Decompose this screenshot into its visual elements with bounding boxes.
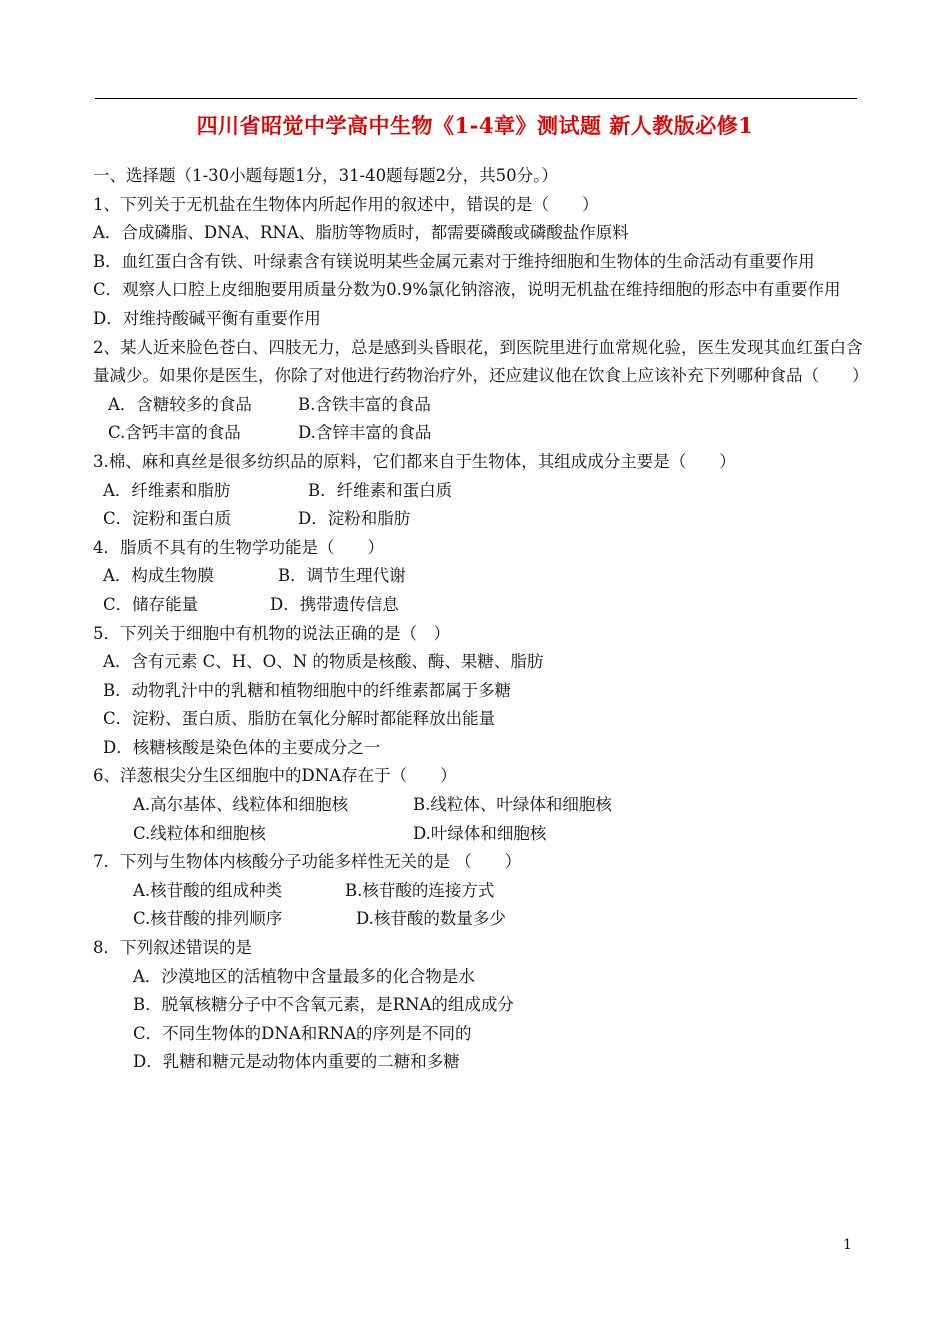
page-number: 1 [843,1237,852,1253]
section-heading: 一、选择题（1-30小题每题1分，31-40题每题2分，共50分。） [93,166,558,185]
question-4-option-b: B．调节生理代谢 [278,566,406,586]
question-8-option-c: C．不同生物体的DNA和RNA的序列是不同的 [133,1023,472,1043]
question-2-stem: 2、某人近来脸色苍白、四肢无力，总是感到头昏眼花，到医院里进行血常规化验，医生发现其血红蛋白含量减少。如果你是医生，你除了对他进行药物治疗外，还应建议他在饮食上应该补充下列哪种食品（ ） [93,337,869,386]
question-7-options-row-2 [93,905,863,934]
question-2-option-a: A．含糖较多的食品 [108,394,252,414]
question-7-option-b: B.核苷酸的连接方式 [345,880,495,900]
question-5-option-c: C．淀粉、蛋白质、脂肪在氧化分解时都能释放出能量 [103,709,496,729]
question-6-option-c: C.线粒体和细胞核 [133,823,266,843]
question-8-stem: 8．下列叙述错误的是 [93,938,252,958]
question-8-option-a: A．沙漠地区的活植物中含量最多的化合物是水 [133,966,475,986]
question-7-option-c: C.核苷酸的排列顺序 [133,909,283,929]
question-2-option-b: B.含铁丰富的食品 [298,394,431,414]
question-7-option-d: D.核苷酸的数量多少 [356,909,506,929]
question-1-stem: 1、下列关于无机盐在生物体内所起作用的叙述中，错误的是（ ） [93,194,599,214]
question-5-stem: 5．下列关于细胞中有机物的说法正确的是（ ） [93,623,450,643]
question-6-stem: 6、洋葱根尖分生区细胞中的DNA存在于（ ） [93,766,457,786]
question-7-options-row-1 [93,877,863,906]
question-1-option-c: C．观察人口腔上皮细胞要用质量分数为0.9%氯化钠溶液，说明无机盐在维持细胞的形态中有重要作用 [93,280,841,300]
document-title: 四川省昭觉中学高中生物《1-4章》测试题 新人教版必修1 [196,113,754,138]
question-4-option-a: A．构成生物膜 [103,566,214,586]
question-6-option-a: A.高尔基体、线粒体和细胞核 [133,795,349,815]
question-2-options-row-1 [93,391,863,420]
question-5-option-b: B．动物乳汁中的乳糖和植物细胞中的纤维素都属于多糖 [103,680,512,700]
header-rule [95,98,857,99]
question-2-options-row-2 [93,419,863,448]
question-8-option-d: D．乳糖和糖元是动物体内重要的二糖和多糖 [133,1052,460,1072]
question-3-options-row-2 [93,505,863,534]
question-1-option-a: A．合成磷脂、DNA、RNA、脂肪等物质时，都需要磷酸或磷酸盐作原料 [93,223,629,243]
question-6-options-row-1 [93,791,863,820]
question-4-option-d: D．携带遗传信息 [270,594,399,614]
question-3-options-row-1 [93,477,863,506]
question-5-option-a: A．含有元素 C、H、O、N 的物质是核酸、酶、果糖、脂肪 [103,652,544,672]
question-2-option-d: D.含锌丰富的食品 [298,423,432,443]
question-6-option-b: B.线粒体、叶绿体和细胞核 [413,795,612,815]
question-2-option-c: C.含钙丰富的食品 [108,423,241,443]
question-7-stem: 7．下列与生物体内核酸分子功能多样性无关的是 （ ） [93,852,522,872]
question-1-option-d: D．对维持酸碱平衡有重要作用 [93,308,321,328]
question-8-option-b: B．脱氧核糖分子中不含氧元素，是RNA的组成成分 [133,995,514,1015]
question-7-option-a: A.核苷酸的组成种类 [133,880,283,900]
document-body [93,162,869,1077]
question-4-option-c: C．储存能量 [103,594,199,614]
question-3-option-c: C．淀粉和蛋白质 [103,509,232,529]
question-4-options-row-2 [93,591,863,620]
question-5-option-d: D．核糖核酸是染色体的主要成分之一 [103,737,381,757]
question-4-stem: 4．脂质不具有的生物学功能是（ ） [93,537,384,557]
question-6-options-row-2 [93,820,863,849]
question-3-option-d: D．淀粉和脂肪 [298,509,411,529]
question-6-option-d: D.叶绿体和细胞核 [413,823,547,843]
question-1-option-b: B．血红蛋白含有铁、叶绿素含有镁说明某些金属元素对于维持细胞和生物体的生命活动有重要作用 [93,251,815,271]
question-3-option-a: A．纤维素和脂肪 [103,480,231,500]
question-3-option-b: B．纤维素和蛋白质 [308,480,453,500]
question-3-stem: 3.棉、麻和真丝是很多纺织品的原料，它们都来自于生物体，其组成成分主要是（ ） [93,451,736,471]
question-4-options-row-1 [93,562,863,591]
